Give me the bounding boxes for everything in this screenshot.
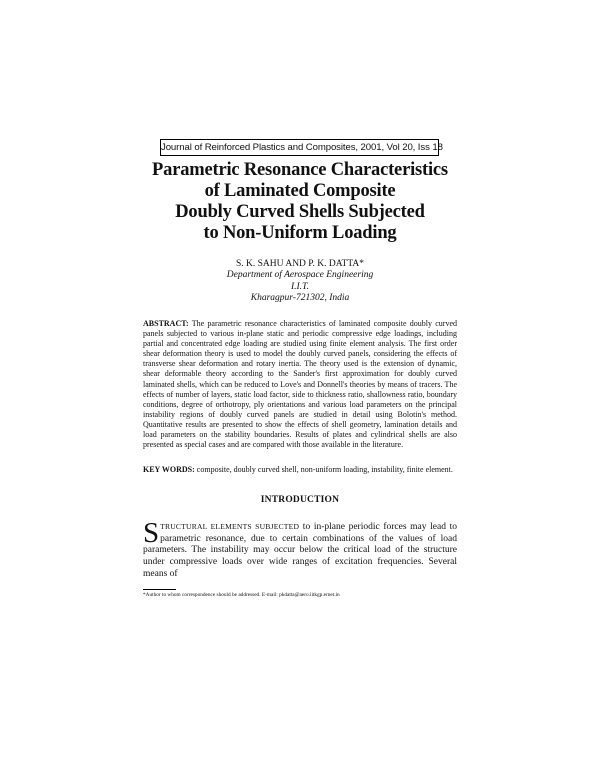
- drop-cap: S: [143, 517, 160, 549]
- title-line: Parametric Resonance Characteristics: [152, 160, 448, 180]
- title-line: of Laminated Composite: [204, 181, 396, 201]
- affiliation: [150, 270, 450, 305]
- abstract-text: The parametric resonance characteristics of laminated composite doubly curved panels subjected to various in-plane static and periodic compressive edge loadings, including partial and concentrated edge loading are studied using finite element analysis. The first order shear deformation theory is used to model the doubly curved panels, considering the effects of transverse shear deformation and rotary inertia. The theory used is the extension of dynamic, shear deformable theory according to the Sander's first approximation for doubly curved laminated shells, which can be reduced to Love's and Donnell's theories by means of tracers. The effects of number of layers, static load factor, side to thickness ratio, shallowness ratio, boundary conditions, degree of orthotropy, ply orientations and various load parameters on the principal instability regions of doubly curved panels are studied in detail using Bolotin's method. Quantitative results are presented to show the effects of shell geometry, lamination details and load parameters on the stability boundaries. Results of plates and cylindrical shells are also presented as special cases and are compared with those available in the literature.: [143, 319, 457, 450]
- keywords-text: composite, doubly curved shell, non-uniform loading, instability, finite element.: [194, 465, 453, 474]
- title-line: Doubly Curved Shells Subjected: [175, 202, 425, 222]
- intro-smallcaps: TRUCTURAL ELEMENTS SUBJECTED: [160, 522, 300, 531]
- title-line: to Non-Uniform Loading: [203, 223, 397, 243]
- abstract: [143, 319, 457, 450]
- introduction-paragraph: [143, 517, 457, 581]
- section-heading-introduction: INTRODUCTION: [260, 495, 340, 505]
- authors: S. K. SAHU AND P. K. DATTA*: [235, 259, 365, 269]
- footnote: *Author to whom correspondence should be addressed. E-mail: pkdatta@aero.iitkgp.ernet.in: [143, 592, 340, 598]
- keywords: [143, 465, 457, 475]
- intro-text: to in-plane periodic forces may lead to parametric resonance, due to certain combinations of the values of load parameters. The instability may occur below the critical load of the structure under compressive loads over wide ranges of excitation frequencies. Several means of: [143, 522, 457, 579]
- paper-title: [100, 160, 500, 244]
- journal-citation: Journal of Reinforced Plastics and Composites, 2001, Vol 20, Iss 18: [160, 139, 439, 156]
- affiliation-institute: I.I.T.: [290, 281, 310, 292]
- keywords-label: KEY WORDS:: [143, 465, 195, 474]
- affiliation-department: Department of Aerospace Engineering: [226, 270, 374, 280]
- footnote-rule: [143, 589, 176, 590]
- affiliation-location: Kharagpur-721302, India: [250, 293, 350, 303]
- abstract-label: ABSTRACT:: [143, 319, 189, 328]
